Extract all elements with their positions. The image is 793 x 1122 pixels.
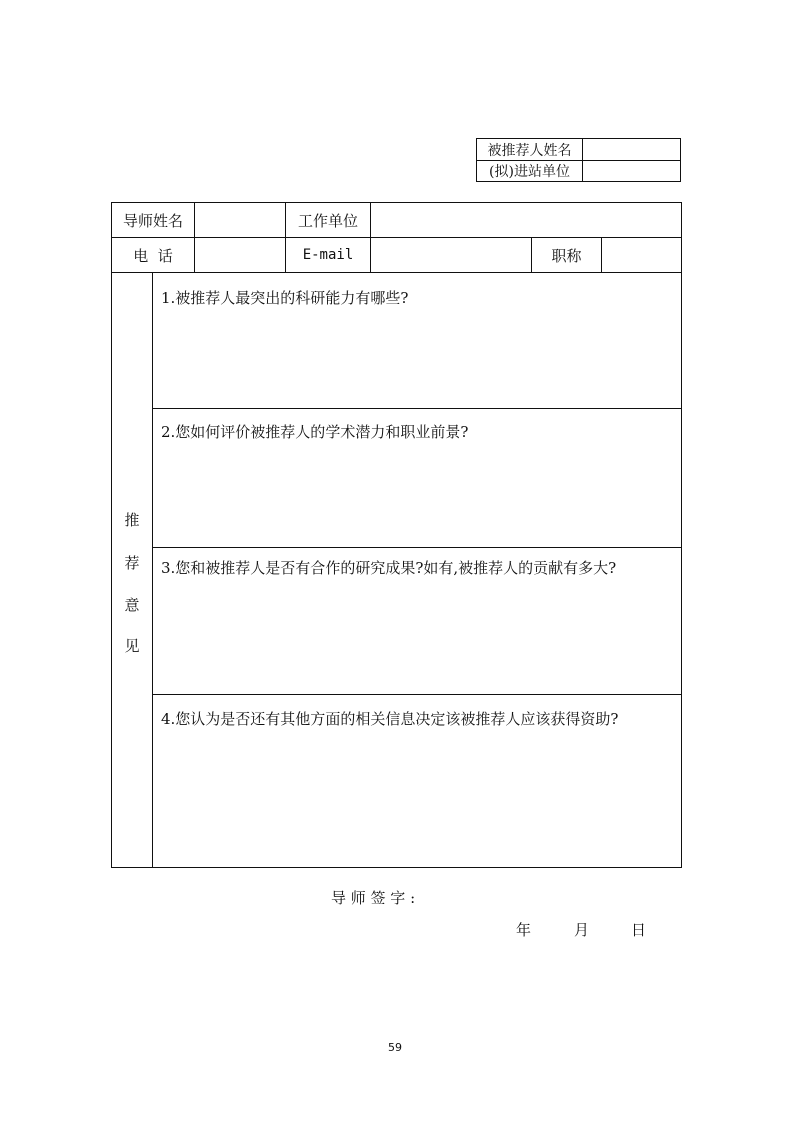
page-number: 59 [388,1041,402,1054]
supervisor-name-label-cell [111,202,195,238]
date-year-label: 年 [516,921,532,939]
nominee-name-label: 被推荐人姓名 [487,142,572,159]
question-1-section[interactable] [152,272,682,409]
title-label: 职称 [551,246,582,265]
nominee-name-label-cell [476,138,583,161]
side-label-char-3: 意 [124,596,140,614]
email-field[interactable] [370,237,532,273]
question-4-text: 4.您认为是否还有其他方面的相关信息决定该被推荐人应该获得资助? [161,710,619,728]
supervisor-name-field[interactable] [194,202,286,238]
question-1-text: 1.被推荐人最突出的科研能力有哪些? [161,289,409,307]
date-month-label: 月 [574,921,590,939]
unit-label: (拟)进站单位 [489,164,570,180]
supervisor-name-label: 导师姓名 [122,211,183,230]
question-2-section[interactable] [152,408,682,548]
title-label-cell [531,237,602,273]
work-unit-field[interactable] [370,202,682,238]
signature-label: 导 师 签 字 : [331,889,416,907]
phone-label: 电 话 [133,246,173,265]
nominee-name-field[interactable] [582,138,681,161]
phone-label-cell [111,237,195,273]
side-label-char-4: 见 [124,637,140,655]
unit-label-cell [476,160,583,182]
recommendation-side-label-cell [111,272,153,868]
phone-field[interactable] [194,237,286,273]
email-label-cell [285,237,371,273]
side-label-char-2: 荐 [124,554,140,572]
unit-field[interactable] [582,160,681,182]
email-label: E-mail [302,247,354,263]
title-field[interactable] [601,237,682,273]
question-3-text: 3.您和被推荐人是否有合作的研究成果?如有,被推荐人的贡献有多大? [161,559,617,577]
question-4-section[interactable] [152,694,682,868]
date-day-label: 日 [631,921,647,939]
side-label-char-1: 推 [124,511,140,529]
question-3-section[interactable] [152,547,682,695]
signature-field[interactable] [430,886,630,908]
work-unit-label-cell [285,202,371,238]
question-2-text: 2.您如何评价被推荐人的学术潜力和职业前景? [161,423,469,441]
work-unit-label: 工作单位 [297,211,358,230]
